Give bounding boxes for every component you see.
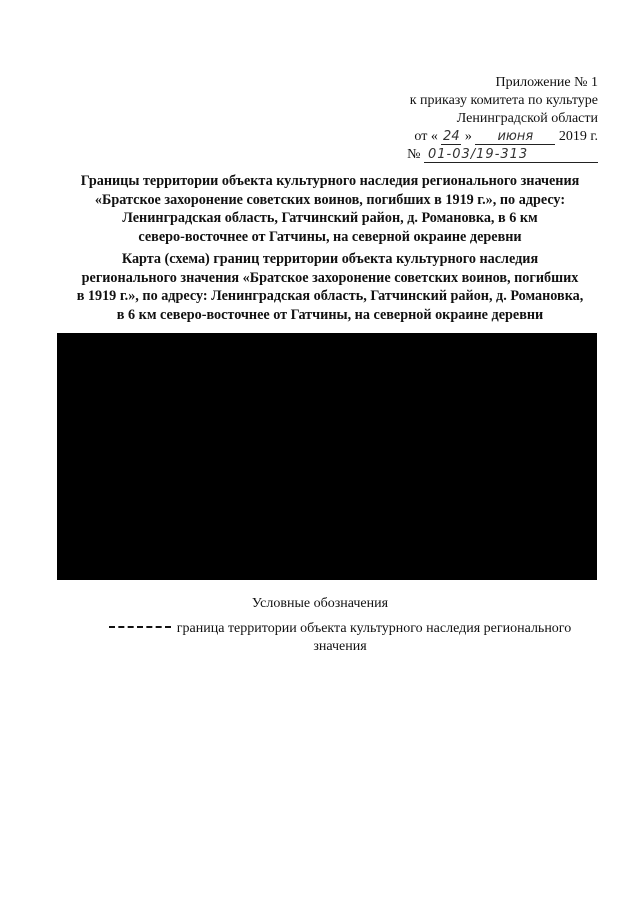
date-prefix: от « bbox=[414, 129, 438, 144]
map-scheme-title bbox=[60, 250, 600, 324]
order-reference: к приказу комитета по культуре bbox=[409, 93, 598, 108]
appendix-header bbox=[338, 74, 598, 164]
title-line: «Братское захоронение советских воинов, погибших в 1919 г.», по адресу: bbox=[94, 191, 566, 208]
appendix-label: Приложение № 1 bbox=[495, 75, 598, 90]
number-handwritten: 01-03/19-313 bbox=[424, 147, 598, 163]
order-number bbox=[338, 146, 598, 164]
title-line: в 6 км северо-восточнее от Гатчины, на северной окраине деревни bbox=[116, 306, 544, 323]
order-date bbox=[338, 128, 598, 146]
title-line: регионального значения «Братское захоронение советских воинов, погибших bbox=[81, 269, 579, 286]
date-year: 2019 г. bbox=[558, 129, 598, 144]
title-line: Границы территории объекта культурного наследия регионального значения bbox=[80, 173, 580, 189]
date-month-handwritten: июня bbox=[475, 129, 555, 145]
date-day-handwritten: 24 bbox=[443, 129, 460, 144]
date-mid: » bbox=[464, 129, 472, 144]
territory-boundaries-title bbox=[60, 172, 600, 246]
dashed-line-icon bbox=[109, 626, 171, 628]
number-prefix: № bbox=[407, 147, 421, 162]
legend-title: Условные обозначения bbox=[251, 596, 389, 611]
title-line: северо-восточнее от Гатчины, на северной окраине деревни bbox=[138, 228, 522, 245]
legend-item-line bbox=[100, 620, 580, 638]
title-line: в 1919 г.», по адресу: Ленинградская область, Гатчинский район, д. Романовка, bbox=[76, 288, 584, 304]
region-name: Ленинградской области bbox=[456, 111, 598, 126]
title-line: Ленинградская область, Гатчинский район, д. Романовка, в 6 км bbox=[122, 210, 538, 226]
legend-item-label-cont: значения bbox=[313, 639, 367, 654]
legend-item-boundary bbox=[100, 620, 580, 656]
legend-item-label: граница территории объекта культурного наследия регионального bbox=[176, 621, 572, 636]
redacted-map-image bbox=[57, 333, 597, 580]
title-line: Карта (схема) границ территории объекта культурного наследия bbox=[121, 251, 539, 267]
